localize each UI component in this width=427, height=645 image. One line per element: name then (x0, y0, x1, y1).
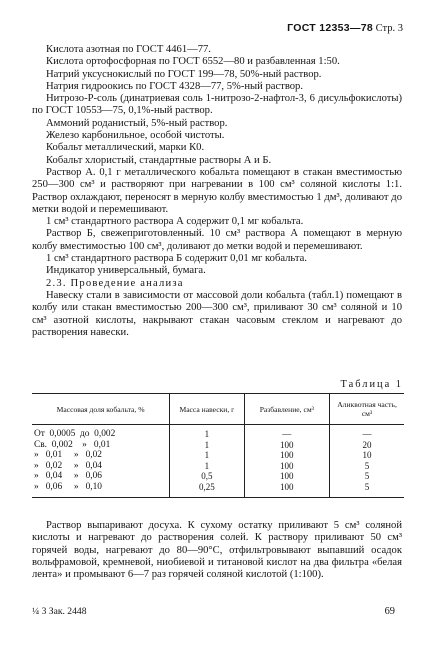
paragraph: Нитрозо-Р-соль (динатриевая соль 1-нитрозо-2-нафтол-3, 6 дисульфокислоты) по ГОСТ 10553—75, 0,1%-ный раствор. (32, 93, 402, 117)
table-cell: Св. 0,002 » 0,01 (34, 439, 111, 450)
paragraph: Раствор выпаривают досуха. К сухому остатку приливают 5 см³ соляной кислоты и нагревают до растворения солей. К раствору приливают 50 см³ горячей воды, нагревают до 80—90°С, отфильтровывают выпавший осадок вольфрамовой, кремневой, ниобиевой и титановой кислот на два фильтра «белая лента» и промывают 6—7 раз горячей соляной кислотой (1:100). (32, 520, 402, 581)
column-header: Аликвотная часть, см³ (330, 394, 404, 425)
table-cell: 5 (330, 461, 404, 472)
paragraph: Аммоний роданистый, 5%-ный раствор. (46, 117, 228, 129)
paragraph: Кислота ортофосфорная по ГОСТ 6552—80 и разбавленная 1:50. (46, 56, 340, 68)
body-text-bottom (32, 520, 402, 581)
data-table (32, 393, 404, 498)
table-cell: 1 (170, 461, 244, 472)
table-cell: 1 (170, 425, 244, 440)
column-header: Разбавление, см³ (244, 394, 330, 425)
table-cell: 0,5 (170, 471, 244, 482)
table-cell: » 0,04 » 0,06 (34, 471, 102, 482)
table-cell: От 0,0005 до 0,002 (34, 429, 116, 439)
page-number: 69 (384, 606, 395, 617)
paragraph: Кислота азотная по ГОСТ 4461—77. (46, 44, 211, 55)
paragraph: Навеску стали в зависимости от массовой доли кобальта (табл.1) помещают в колбу или стакан вместимостью 200—300 см³, приливают 30 см³ соляной и 10 см³ азотной кислоты, накрывают стакан часовым стеклом и нагревают до растворения навески. (32, 289, 402, 338)
section-heading: 2.3. Проведение анализа (46, 277, 184, 289)
page-label: Стр. 3 (375, 23, 403, 34)
table-cell: 100 (244, 450, 330, 461)
table-cell: 5 (330, 482, 404, 497)
table-cell: 100 (244, 482, 330, 497)
table-cell: — (330, 425, 404, 440)
table-cell: — (244, 425, 330, 440)
column-header: Масса навески, г (170, 394, 244, 425)
page-header (287, 22, 403, 34)
paragraph: Кобальт металлический, марки К0. (46, 142, 205, 154)
column-header: Массовая доля кобальта, % (32, 394, 170, 425)
paragraph: Раствор А. 0,1 г металлического кобальта помещают в стакан вместимостью 250—300 см³ и растворяют при нагревании в 100 см³ соляной кислоты 1:1. Раствор охлаждают, переносят в мерную колбу вместимостью 1 дм³, доливают до метки водой и перемешивают. (32, 166, 402, 215)
body-text-top (32, 44, 402, 339)
paragraph: 1 см³ стандартного раствора Б содержит 0,01 мг кобальта. (46, 253, 307, 265)
paragraph: Натрий уксуснокислый по ГОСТ 199—78, 50%-ный раствор. (46, 68, 322, 80)
table-cell: » 0,02 » 0,04 (34, 460, 102, 471)
table-row (32, 461, 404, 472)
paragraph: Индикатор универсальный, бумага. (46, 265, 206, 277)
paragraph: Раствор Б, свежеприготовленный. 10 см³ раствора А помещают в мерную колбу вместимостью 100 см³, доливают до метки водой и перемешивают. (32, 228, 402, 252)
paragraph: Кобальт хлористый, стандартные растворы А и Б. (46, 154, 272, 166)
gost-number: ГОСТ 12353—78 (287, 22, 374, 34)
table-cell: 0,25 (170, 482, 244, 497)
table-header-row (32, 394, 404, 425)
table-cell: 10 (330, 450, 404, 461)
table-cell: 100 (244, 461, 330, 472)
paragraph: 1 см³ стандартного раствора А содержит 0,1 мг кобальта. (46, 216, 304, 228)
table-cell: 1 (170, 450, 244, 461)
table-row (32, 440, 404, 451)
table-cell: 1 (170, 440, 244, 451)
table-row (32, 450, 404, 461)
table-cell: 5 (330, 471, 404, 482)
table-row (32, 482, 404, 497)
paragraph: Натрия гидроокись по ГОСТ 4328—77, 5%-ный раствор. (46, 80, 303, 92)
table-row (32, 425, 404, 440)
footer-order-number: ¼ 3 Зак. 2448 (32, 606, 87, 617)
table-cell: » 0,01 » 0,02 (34, 450, 102, 461)
table-cell: » 0,06 » 0,10 (32, 482, 170, 497)
table-cell: 20 (330, 440, 404, 451)
paragraph: Железо карбонильное, особой чистоты. (46, 130, 225, 142)
table-cell: 100 (244, 440, 330, 451)
table-caption: Таблица 1 (340, 379, 403, 390)
table-cell: 100 (244, 471, 330, 482)
table-row (32, 471, 404, 482)
